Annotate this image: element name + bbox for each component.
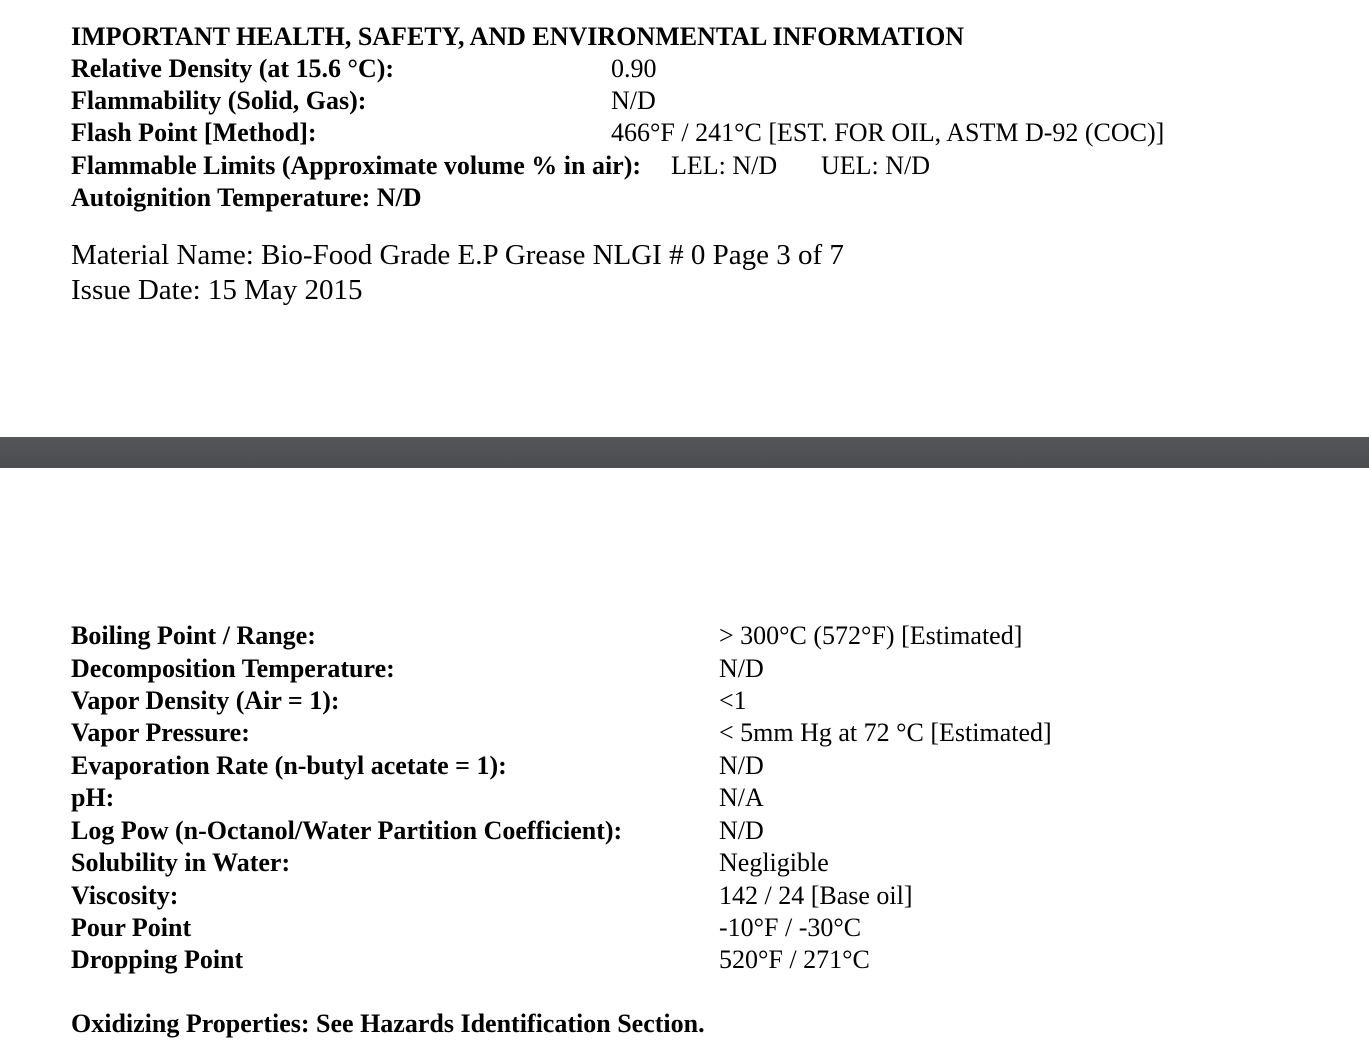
- property-label: Dropping Point: [71, 945, 244, 974]
- property-row: [71, 782, 764, 814]
- property-value: N/D: [611, 86, 656, 115]
- property-row: [71, 717, 1052, 749]
- property-label: Log Pow (n-Octanol/Water Partition Coefficient):: [71, 816, 623, 845]
- property-value: -10°F / -30°C: [719, 913, 862, 942]
- flammable-limits-row: [71, 150, 931, 182]
- autoignition-row: Autoignition Temperature: N/D: [71, 183, 422, 212]
- property-label: Solubility in Water:: [71, 848, 291, 877]
- property-row: [71, 912, 862, 944]
- property-value: < 5mm Hg at 72 °C [Estimated]: [719, 718, 1052, 747]
- property-row: [71, 847, 829, 879]
- property-label: Evaporation Rate (n-butyl acetate = 1):: [71, 751, 507, 780]
- property-label: pH:: [71, 783, 115, 812]
- property-value: N/D: [719, 654, 764, 683]
- property-row: [71, 815, 764, 847]
- property-label: Vapor Density (Air = 1):: [71, 686, 340, 715]
- lel-value: LEL: N/D: [671, 151, 778, 180]
- property-value: 142 / 24 [Base oil]: [719, 881, 913, 910]
- property-label: Vapor Pressure:: [71, 718, 250, 747]
- property-label: Decomposition Temperature:: [71, 654, 395, 683]
- property-label: Viscosity:: [71, 881, 179, 910]
- uel-value: UEL: N/D: [821, 151, 931, 180]
- property-value: 466°F / 241°C [EST. FOR OIL, ASTM D-92 (COC)]: [611, 118, 1165, 147]
- property-row: [71, 620, 1023, 652]
- page-separator: [0, 437, 1369, 468]
- property-row: [71, 750, 764, 782]
- property-row: [71, 880, 913, 912]
- property-label: Boiling Point / Range:: [71, 621, 316, 650]
- property-value: 520°F / 271°C: [719, 945, 870, 974]
- section-heading: IMPORTANT HEALTH, SAFETY, AND ENVIRONMENTAL INFORMATION: [71, 22, 965, 51]
- material-name: Material Name: Bio-Food Grade E.P Grease NLGI # 0 Page 3 of 7: [71, 239, 844, 271]
- property-label: Flash Point [Method]:: [71, 118, 317, 147]
- property-value: N/D: [719, 751, 764, 780]
- property-label: Pour Point: [71, 913, 192, 942]
- property-value: N/A: [719, 783, 764, 812]
- oxidizing-properties: Oxidizing Properties: See Hazards Identification Section.: [71, 1009, 705, 1038]
- property-value: 0.90: [611, 54, 657, 83]
- property-value: <1: [719, 686, 747, 715]
- property-row: [71, 117, 1165, 149]
- property-row: [71, 85, 656, 117]
- property-value: N/D: [719, 816, 764, 845]
- pdf-page-bottom: [0, 468, 1369, 1060]
- property-row: [71, 653, 764, 685]
- property-row: [71, 944, 870, 976]
- property-value: Negligible: [719, 848, 829, 877]
- issue-date: Issue Date: 15 May 2015: [71, 274, 363, 306]
- property-label: Flammability (Solid, Gas):: [71, 86, 367, 115]
- property-label: Relative Density (at 15.6 °C):: [71, 54, 395, 83]
- property-value: > 300°C (572°F) [Estimated]: [719, 621, 1023, 650]
- property-label: Flammable Limits (Approximate volume % in air):: [71, 151, 642, 180]
- property-row: [71, 53, 657, 85]
- property-row: [71, 685, 747, 717]
- pdf-page-top: [0, 0, 1369, 437]
